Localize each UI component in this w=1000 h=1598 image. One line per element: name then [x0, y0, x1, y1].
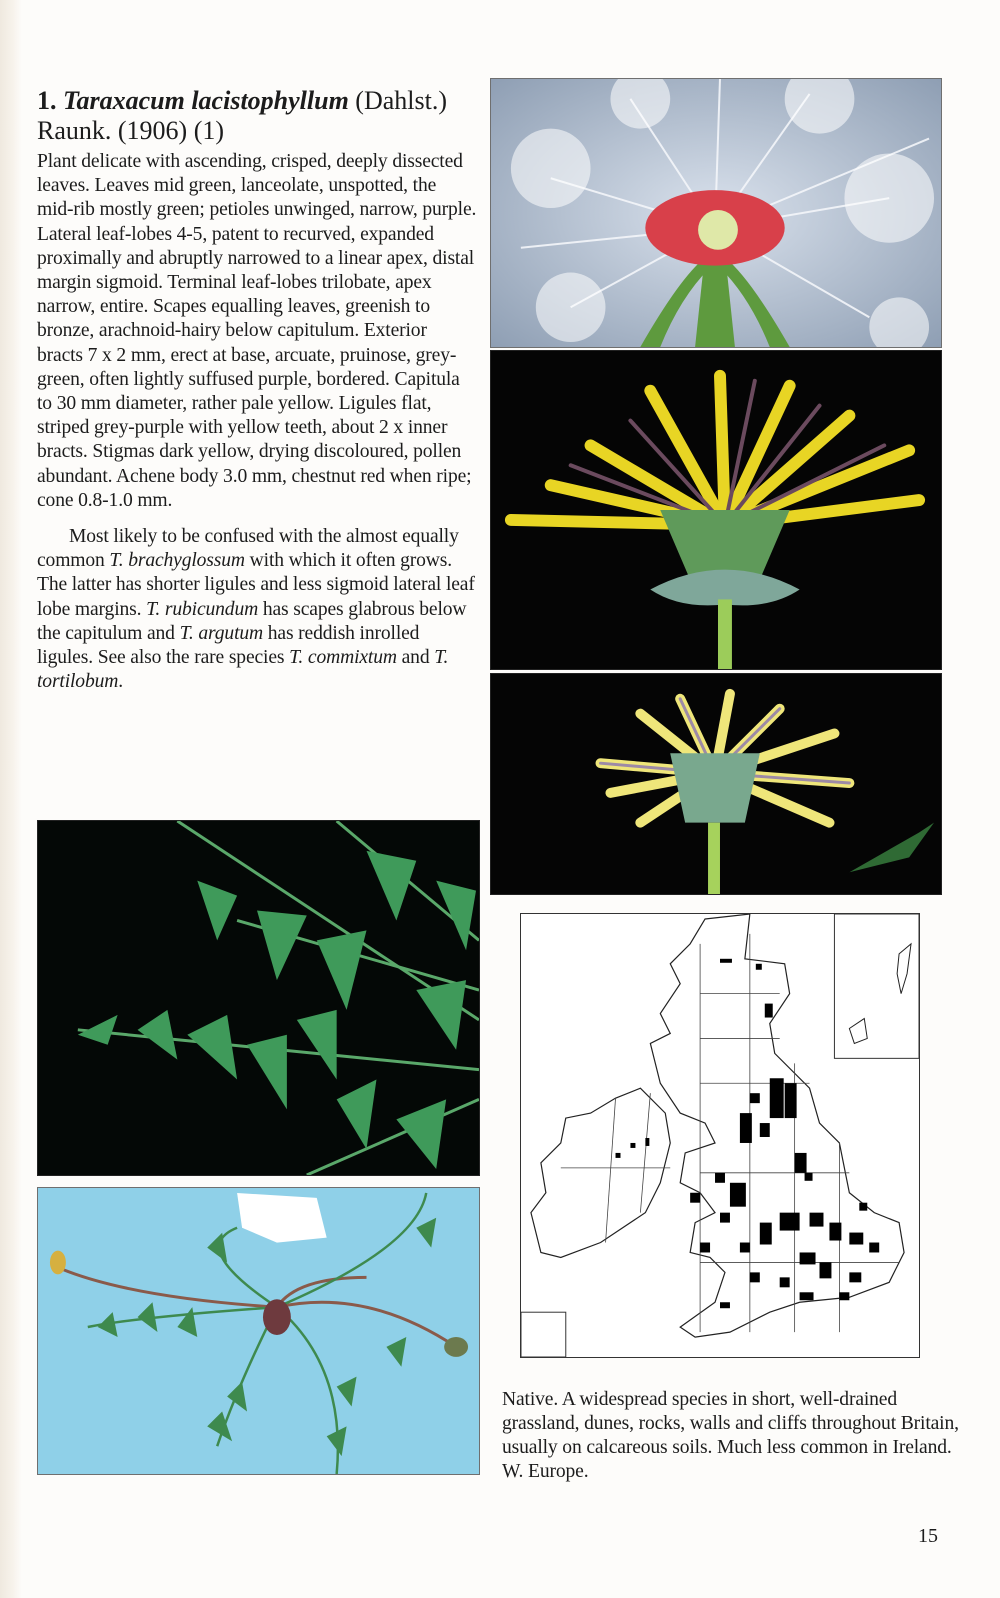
- distribution-map: [520, 913, 920, 1358]
- distribution-caption: Native. A widespread species in short, well-drained grassland, dunes, rocks, walls and cliffs throughout Britain, usually on calcareous soils. Much less common in Ireland. W. Europe.: [502, 1388, 959, 1483]
- species-ref: T. argutum: [179, 622, 264, 644]
- text-run: and: [396, 647, 435, 669]
- page-number: 15: [918, 1525, 938, 1547]
- species-authority-year: Raunk. (1906) (1): [37, 116, 225, 145]
- species-number: 1.: [37, 86, 57, 115]
- page-spine-shadow: [0, 0, 22, 1598]
- text-run: with which it often grows. The latter has shorter ligules and less sigmoid lateral leaf lobe margins.: [37, 550, 475, 620]
- text-run: has reddish inrolled ligules. See also the rare species: [37, 622, 420, 669]
- species-heading: [37, 86, 477, 146]
- text-run: .: [118, 671, 123, 693]
- species-ref: T. tortilobum: [37, 647, 449, 693]
- species-authority: (Dahlst.): [355, 86, 447, 115]
- species-ref: T. rubicundum: [146, 598, 259, 620]
- text-run: has scapes glabrous below the capitulum and: [37, 598, 467, 644]
- comparison-paragraph: [37, 525, 477, 694]
- photo-seedhead: [490, 78, 942, 348]
- photo-whole-plant: [37, 1187, 480, 1475]
- species-ref: T. commixtum: [289, 647, 397, 669]
- text-run: Most likely to be confused with the almost equally common: [37, 526, 459, 572]
- species-description: Plant delicate with ascending, crisped, deeply dissected leaves. Leaves mid green, lanceolate, unspotted, the mid-rib mostly green; petioles unwinged, narrow, purple. Lateral leaf-lobes 4-5, patent to recurved, expanded proximally and abruptly narrowed to a linear apex, distal margin sigmoid. Terminal leaf-lobes trilobate, apex narrow, entire. Scapes equalling leaves, greenish to bronze, arachnoid-hairy below capitulum. Exterior bracts 7 x 2 mm, erect at base, arcuate, pruinose, grey-green, often lightly suffused purple, bordered. Capitula to 30 mm diameter, rather pale yellow. Ligules flat, striped grey-purple with yellow teeth, about 2 x inner bracts. Stigmas dark yellow, drying discoloured, pollen abundant. Achene body 3.0 mm, chestnut red when ripe; cone 0.8-1.0 mm.: [37, 151, 477, 511]
- species-text-column: [37, 86, 477, 694]
- photo-flower-side: [490, 350, 942, 670]
- photo-flower-underside: [490, 673, 942, 895]
- photo-leaves: [37, 820, 480, 1176]
- species-ref: T. brachyglossum: [109, 550, 245, 572]
- species-name: Taraxacum lacistophyllum: [63, 86, 349, 115]
